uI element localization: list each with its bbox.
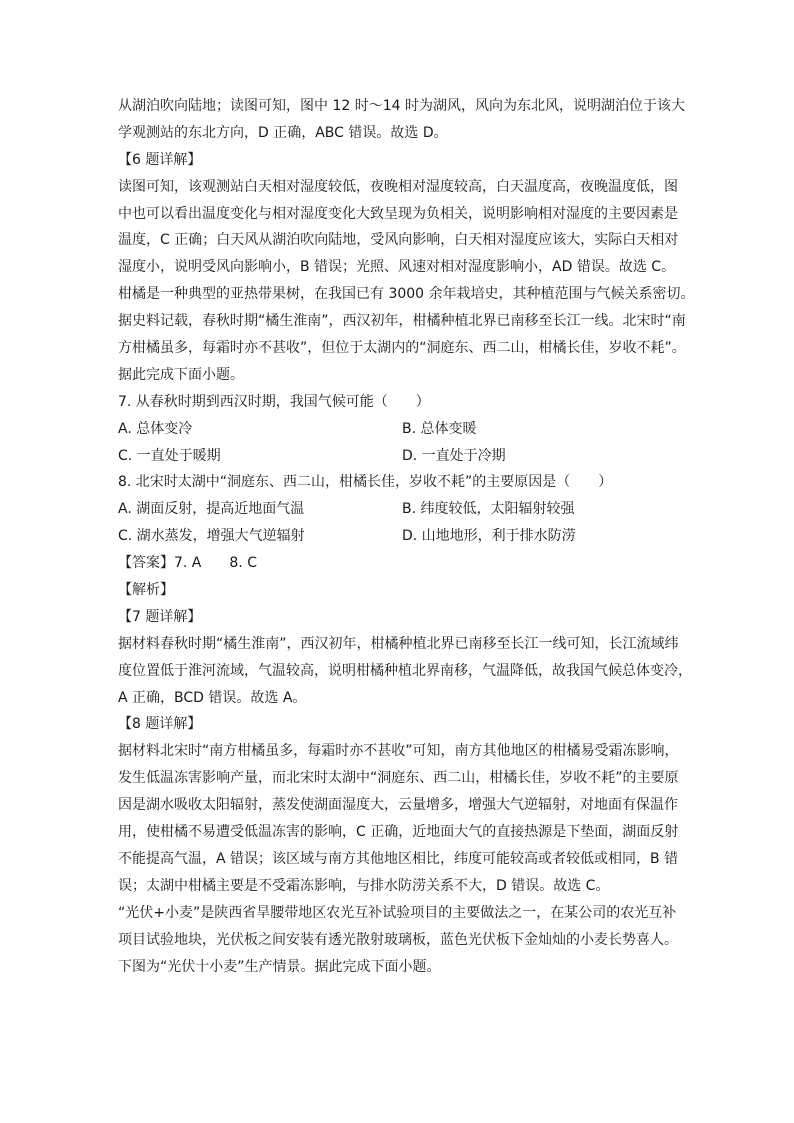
q8-option-a: A. 湖面反射，提高近地面气温: [118, 501, 305, 518]
text-line: 学观测站的东北方向，D 正确，ABC 错误。故选 D。: [118, 124, 448, 141]
q8-option-c: C. 湖水蒸发，增强大气逆辐射: [118, 528, 305, 545]
q8-option-b: B. 纬度较低，太阳辐射较强: [402, 501, 575, 518]
text-line: 从湖泊吹向陆地；读图可知，图中 12 时～14 时为湖风，风向为东北风，说明湖泊位于该大: [118, 98, 685, 114]
question-7-options-row-2: [118, 443, 688, 470]
text-line: 中也可以看出温度变化与相对湿度变化大致呈现为负相关，说明影响相对湿度的主要因素是: [118, 205, 678, 222]
text-line: 因是湖水吸收太阳辐射，蒸发使湖面湿度大，云量增多，增强大气逆辐射，对地面有保温作: [118, 797, 678, 814]
question-8-options-row-1: [118, 496, 688, 523]
question-8-stem: 8. 北宋时太湖中“洞庭东、西二山，柑橘长佳，岁收不耗”的主要原因是（ ）: [118, 474, 613, 491]
section-heading-q6: 【6 题详解】: [118, 151, 202, 168]
section-heading-q8: 【8 题详解】: [118, 716, 202, 733]
answer-line: 【答案】7. A 8. C: [118, 555, 257, 572]
text-line: 温度，C 正确；白天风从湖泊吹向陆地，受风向影响，白天相对湿度应该大，实际白天相对: [118, 232, 679, 249]
text-line: 度位置低于淮河流域，气温较高，说明柑橘种植北界南移，气温降低，故我国气候总体变冷，: [118, 662, 692, 679]
text-line: A 正确，BCD 错误。故选 A。: [118, 689, 307, 706]
document-body: [118, 93, 695, 980]
analysis-heading: 【解析】: [118, 582, 174, 599]
section-heading-q7: 【7 题详解】: [118, 608, 202, 625]
text-line: 读图可知，该观测站白天相对湿度较低，夜晚相对湿度较高，白天温度高，夜晚温度低，图: [118, 178, 678, 195]
text-line: 方柑橘虽多，每霜时亦不甚收”，但位于太湖内的“洞庭东、西二山，柑橘长佳，岁收不耗”。: [118, 340, 686, 357]
q7-option-a: A. 总体变冷: [118, 420, 193, 437]
text-line: 误；太湖中柑橘主要是不受霜冻影响，与排水防涝关系不大，D 错误。故选 C。: [118, 877, 610, 894]
question-8-options-row-2: [118, 523, 688, 550]
text-line: 不能提高气温，A 错误；该区域与南方其他地区相比，纬度可能较高或者较低或相同，B 错: [118, 850, 679, 867]
text-line: 据材料春秋时期“橘生淮南”，西汉初年，柑橘种植北界已南移至长江一线可知，长江流域纬: [118, 635, 679, 652]
q7-option-d: D. 一直处于冷期: [402, 447, 506, 464]
text-line: 用，使柑橘不易遭受低温冻害的影响，C 正确，近地面大气的直接热源是下垫面，湖面反射: [118, 824, 679, 841]
question-7-stem: 7. 从春秋时期到西汉时期，我国气候可能（ ）: [118, 393, 430, 410]
q7-option-b: B. 总体变暖: [402, 420, 477, 437]
text-line: 项目试验地块，光伏板之间安装有透光散射玻璃板，蓝色光伏板下金灿灿的小麦长势喜人。: [118, 931, 678, 948]
text-line: 据此完成下面小题。: [118, 366, 244, 383]
q8-option-d: D. 山地地形，利于排水防涝: [402, 528, 576, 545]
text-line: 发生低温冻害影响产量，而北宋时太湖中“洞庭东、西二山，柑橘长佳，岁收不耗”的主要原: [118, 770, 679, 787]
text-line: 下图为“光伏十小麦”生产情景。据此完成下面小题。: [118, 958, 441, 975]
question-7-options-row-1: [118, 416, 688, 443]
q7-option-c: C. 一直处于暖期: [118, 447, 221, 464]
text-line: 柑橘是一种典型的亚热带果树，在我国已有 3000 余年栽培史，其种植范围与气候关系密切。: [118, 286, 695, 303]
text-line: 据材料北宋时“南方柑橘虽多，每霜时亦不甚收”可知，南方其他地区的柑橘易受霜冻影响，: [118, 743, 679, 760]
text-line: “光伏+小麦”是陕西省旱腰带地区农光互补试验项目的主要做法之一，在某公司的农光互补: [118, 904, 677, 921]
text-line: 据史料记载，春秋时期“橘生淮南”，西汉初年，柑橘种植北界已南移至长江一线。北宋时“南: [118, 313, 686, 330]
text-line: 湿度小，说明受风向影响小，B 错误；光照、风速对相对湿度影响小，AD 错误。故选 C。: [118, 259, 676, 276]
